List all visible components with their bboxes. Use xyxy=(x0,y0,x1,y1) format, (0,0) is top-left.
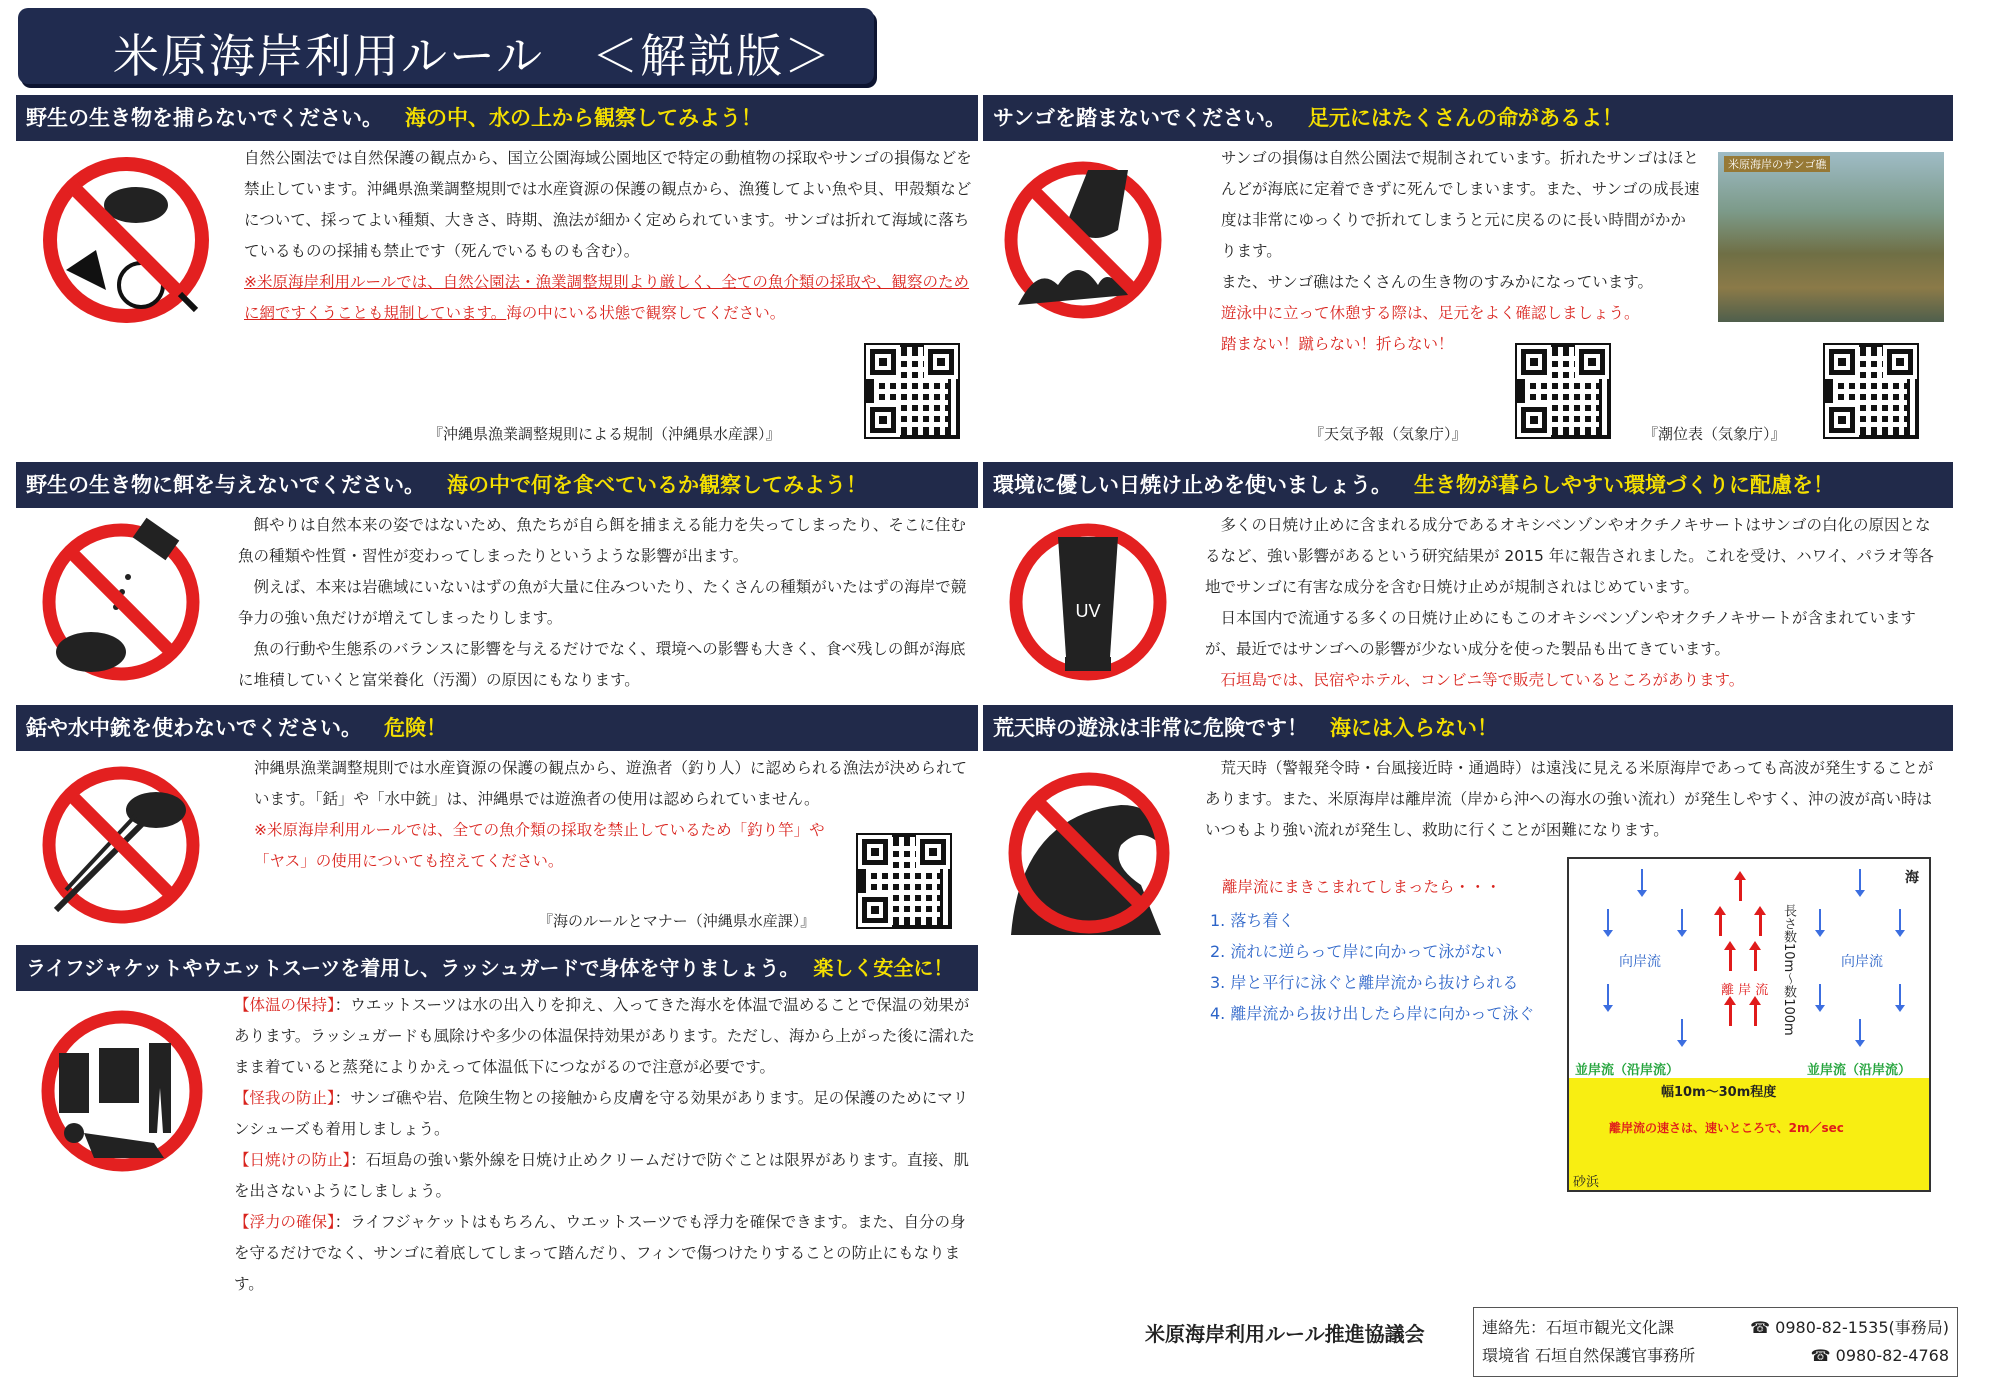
section-no-spearguns xyxy=(16,705,978,935)
reference-link[interactable]: 『海のルールとマナー（沖縄県水産課）』 xyxy=(538,912,816,930)
sea-label: 海 xyxy=(1905,870,1919,886)
qr-code[interactable] xyxy=(856,833,952,929)
section-protective-gear xyxy=(16,945,978,1293)
rip-current-steps: 1. 落ち着く 2. 流れに逆らって岸に向かって泳がない 3. 岸と平行に泳ぐと離岸流から抜けられる 4. 離岸流から抜け出したら岸に向かって泳ぐ xyxy=(1210,911,1535,1023)
section-body: 荒天時（警報発令時・台風接近時・通過時）は遠浅に見える米原海岸であっても高波が発生することがあります。また、米原海岸は離岸流（岸から沖への海水の強い流れ）が発生しやすく、沖の波が高い時はいつもより強い流れが発生し、救助に行くことが困難になります。 xyxy=(1205,759,1934,839)
rip-arrow xyxy=(1739,879,1742,901)
weather-link[interactable]: 『天気予報（気象庁）』 xyxy=(1309,425,1467,443)
section-body: 多くの日焼け止めに含まれる成分であるオキシベンゾンやオクチノキサートはサンゴの白化の原因となるなど、強い影響があるという研究結果が 2015 年に報告されました。これを受け、ハワイ、パラオ等各地でサンゴに有害な成分を含む日焼け止めが規制されはじめています。 日本国内で流通する多くの日焼け止めにもこのオキシベンゾンやオクチノキサートが含まれていますが、最近ではサンゴへの影響が少ない成分を使った製品も出てきています。 石垣島では、民宿やホテル、コンビニ等で販売しているところがあります。 xyxy=(1205,516,1934,689)
current-arrow xyxy=(1899,909,1901,931)
rip-current-title: 離岸流にまきこまれてしまったら・・・ xyxy=(1222,878,1502,896)
section-header: サンゴを踏まないでください。 足元にはたくさんの命があるよ！ xyxy=(983,95,1953,141)
rip-arrow xyxy=(1729,949,1732,971)
section-sunscreen xyxy=(983,462,1953,702)
width-label: 幅10m〜30m程度 xyxy=(1661,1085,1777,1100)
rip-arrow xyxy=(1759,914,1762,936)
beach-label: 砂浜 xyxy=(1573,1175,1600,1190)
organization-name: 米原海岸利用ルール推進協議会 xyxy=(1145,1322,1425,1346)
section-header: 銛や水中銃を使わないでください。 危険！ xyxy=(16,705,978,751)
tide-qr-code[interactable] xyxy=(1823,343,1919,439)
no-spear-icon xyxy=(36,760,206,930)
contact-label: 環境省 石垣自然保護官事務所 xyxy=(1482,1346,1696,1365)
weather-qr-code[interactable] xyxy=(1515,343,1611,439)
onshore-current-left: 向岸流 xyxy=(1619,954,1661,970)
rip-arrow xyxy=(1719,914,1722,936)
rip-arrow xyxy=(1729,1004,1732,1026)
section-storm xyxy=(983,705,1953,845)
no-feeding-icon xyxy=(36,517,206,687)
speed-label: 離岸流の速さは、速いところで、2m／sec xyxy=(1609,1121,1844,1135)
section-body: 【体温の保持】：ウエットスーツは水の出入りを抑え、入ってきた海水を体温で温めることで保温の効果があります。ラッシュガードも風除けや多少の体温保持効果があります。ただし、海から上がった後に濡れたまま着ていると蒸発によりかえって体温低下につながるので注意が必要です。 【怪我の防止】：サンゴ礁や岩、危険生物との接触から皮膚を守る効果があります。足の保護のためにマリンシューズも着用しましょう。 【日焼けの防止】：石垣島の強い紫外線を日焼け止めクリームだけで防ぐことは限界があります。直接、肌を出さないようにしましょう。 【浮力の確保】：ライフジャケットはもちろん、ウエットスーツでも浮力を確保できます。また、自分の身を守るだけでなく、サンゴに着底してしまって踏んだり、フィンで傷つけたりすることの防止にもなります。 xyxy=(234,996,975,1293)
contact-box xyxy=(1473,1307,1958,1377)
no-stepping-coral-icon xyxy=(998,155,1168,325)
coral-reef-photo: 米原海岸のサンゴ礁 xyxy=(1718,152,1944,322)
onshore-current-right: 向岸流 xyxy=(1841,954,1883,970)
section-header: 荒天時の遊泳は非常に危険です！ 海には入らない！ xyxy=(983,705,1953,751)
no-swimming-waves-icon xyxy=(1001,765,1176,940)
current-arrow xyxy=(1681,1019,1683,1041)
section-body: 沖縄県漁業調整規則では水産資源の保護の観点から、遊漁者（釣り人）に認められる漁法が決められています。「銛」や「水中銃」は、沖縄県では遊漁者の使用は認められていません。 ※米原海岸利用ルールでは、全ての魚介類の採取を禁止しているため「釣り竿」や「ヤス」の使用についても控えてください。 xyxy=(254,759,968,870)
current-arrow xyxy=(1859,1019,1861,1041)
section-header: 野生の生き物に餌を与えないでください。 海の中で何を食べているか観察してみよう！ xyxy=(16,462,978,508)
phone-number[interactable]: ☎ 0980-82-1535(事務局) xyxy=(1750,1318,1949,1337)
phone-number[interactable]: ☎ 0980-82-4768 xyxy=(1810,1346,1949,1365)
current-arrow xyxy=(1899,984,1901,1006)
section-body: サンゴの損傷は自然公園法で規制されています。折れたサンゴはほとんどが海底に定着できずに死んでしまいます。また、サンゴの成長速度は非常にゆっくりで折れてしまうと元に戻るのに長い時間がかかります。 また、サンゴ礁はたくさんの生き物のすみかになっています。 遊泳中に立って休憩する際は、足元をよく確認しましょう。 踏まない！蹴らない！折らない！ xyxy=(1221,149,1700,353)
current-arrow xyxy=(1819,984,1821,1006)
rip-arrow xyxy=(1754,949,1757,971)
current-arrow xyxy=(1681,909,1683,931)
current-arrow xyxy=(1607,984,1609,1006)
reference-link[interactable]: 『沖縄県漁業調整規則による規制（沖縄県水産課）』 xyxy=(428,425,781,443)
current-arrow xyxy=(1859,869,1861,891)
length-label: 長さ数10m〜数100m xyxy=(1781,904,1796,1036)
contact-label: 連絡先：石垣市観光文化課 xyxy=(1482,1318,1675,1337)
section-body: 自然公園法では自然保護の観点から、国立公園海域公園地区で特定の動植物の採取やサンゴの損傷などを禁止しています。沖縄県漁業調整規則では水産資源の保護の観点から、漁獲してよい魚や貝、甲殻類などについて、採ってよい種類、大きさ、時期、漁法が細かく定められています。サンゴは折れて海域に落ちているものの採捕も禁止です（死んでいるものも含む）。 ※米原海岸利用ルールでは、自然公園法・漁業調整規則より厳しく、全ての魚介類の採取や、観察のために網ですくうことも規制しています。海の中にいる状態で観察してください。 xyxy=(244,149,972,322)
section-body: 餌やりは自然本来の姿ではないため、魚たちが自ら餌を捕まえる能力を失ってしまったり、そこに住む魚の種類や性質・習性が変わってしまったりというような影響が出ます。 例えば、本来は岩礁域にいないはずの魚が大量に住みついたり、たくさんの種類がいたはずの海岸で競争力の強い魚だけが増えてしまったりします。 魚の行動や生態系のバランスに影響を与えるだけでなく、環境への影響も大きく、食べ残しの餌が海底に堆積していくと富栄養化（汚濁）の原因にもなります。 xyxy=(238,516,967,689)
section-header: 環境に優しい日焼け止めを使いましょう。 生き物が暮らしやすい環境づくりに配慮を！ xyxy=(983,462,1953,508)
section-header: 野生の生き物を捕らないでください。 海の中、水の上から観察してみよう！ xyxy=(16,95,978,141)
rip-current-diagram xyxy=(1567,857,1931,1192)
section-header: ライフジャケットやウエットスーツを着用し、ラッシュガードで身体を守りましょう。 楽しく安全に！ xyxy=(16,945,978,991)
tide-link[interactable]: 『潮位表（気象庁）』 xyxy=(1643,425,1786,443)
qr-code[interactable] xyxy=(864,343,960,439)
svg-text:UV: UV xyxy=(1075,601,1101,621)
current-arrow xyxy=(1641,869,1643,891)
sunscreen-icon xyxy=(1003,517,1173,687)
page-title: 米原海岸利用ルール ＜解説版＞ xyxy=(18,8,874,84)
rip-current-label: 離 岸 流 xyxy=(1721,983,1769,998)
current-arrow xyxy=(1607,909,1609,931)
longshore-right: 並岸流（沿岸流） xyxy=(1807,1063,1912,1078)
section-no-feeding xyxy=(16,462,978,702)
no-net-fishing-icon xyxy=(36,150,216,330)
rip-arrow xyxy=(1754,1004,1757,1026)
wetsuit-lifejacket-icon xyxy=(34,1003,209,1178)
current-arrow xyxy=(1819,909,1821,931)
longshore-left: 並岸流（沿岸流） xyxy=(1575,1063,1680,1078)
section-no-catching xyxy=(16,95,978,445)
